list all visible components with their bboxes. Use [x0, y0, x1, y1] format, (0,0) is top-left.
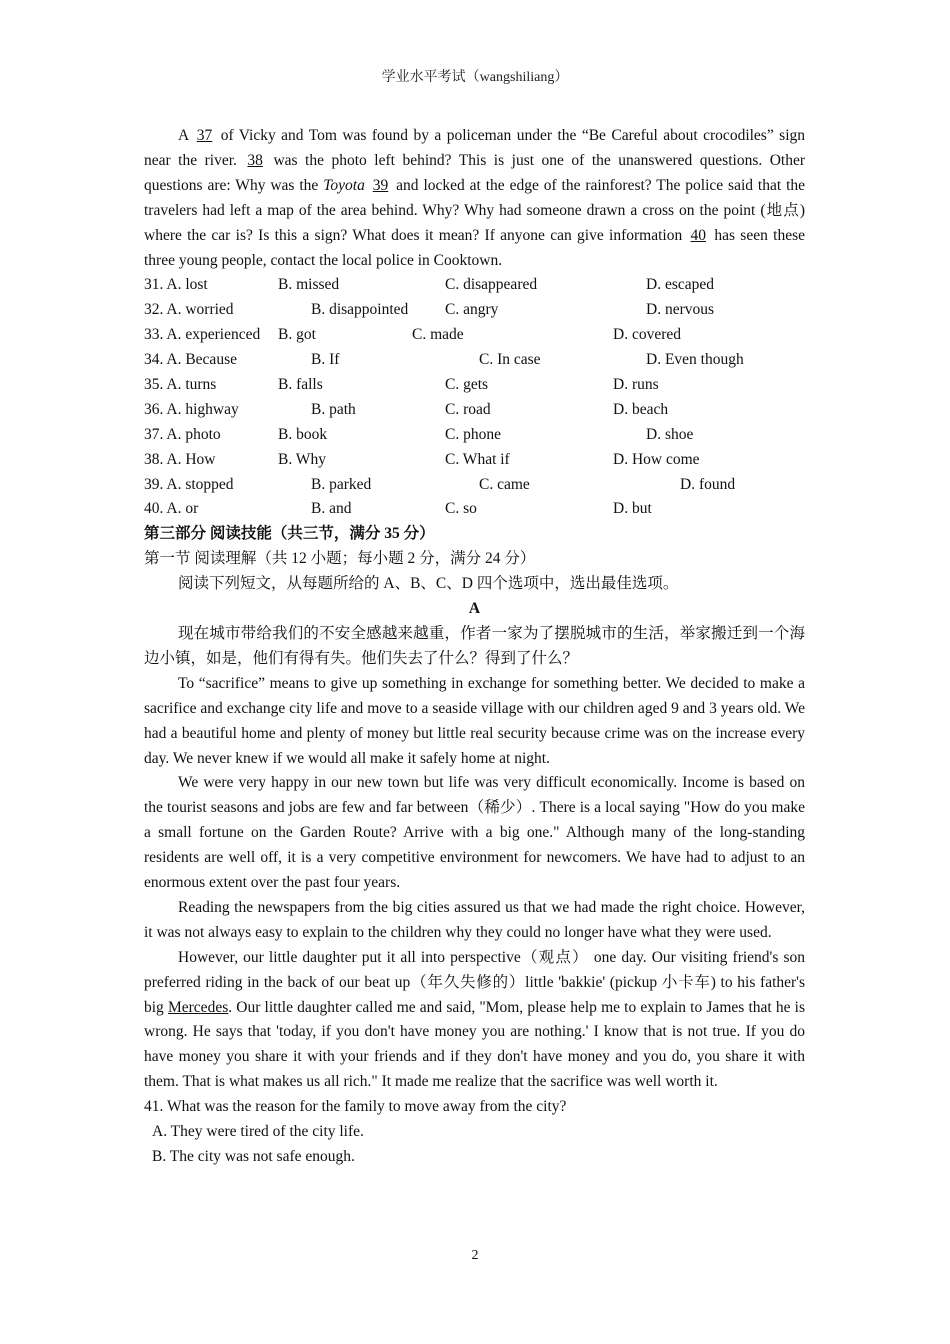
- option-a: 38. A. How: [144, 450, 216, 468]
- option-d: D. How come: [613, 450, 700, 468]
- option-b: B. If: [311, 351, 340, 369]
- option-b: B. Why: [278, 450, 326, 468]
- option-d: D. runs: [613, 376, 659, 393]
- text-segment: has seen these three young people, contact the local police in Cooktown.: [144, 226, 806, 269]
- option-c: C. What if: [445, 450, 510, 468]
- option-b: B. and: [311, 500, 352, 518]
- blank-37: 37: [196, 127, 213, 144]
- option-row-35: [144, 373, 805, 398]
- toyota-text: Toyota: [323, 176, 365, 194]
- option-c: C. disappeared: [445, 276, 538, 294]
- option-c: C. came: [479, 475, 530, 493]
- option-c: C. angry: [445, 301, 499, 319]
- options-list: [144, 273, 805, 522]
- option-row-37: [144, 423, 805, 448]
- option-row-39: [144, 473, 805, 498]
- instruction-text: 阅读下列短文，从每题所给的 A、B、C、D 四个选项中，选出最佳选项。: [178, 575, 679, 593]
- option-a: 33. A. experienced: [144, 326, 261, 344]
- paragraph-2: We were very happy in our new town but life was very difficult economically. Income is based on the tourist seasons and jobs are few and far between（稀少）. There is a local saying "How do you make a small fortune on the Garden Route? Arrive with a big one." Although many of the long-standing residents are well off, it is a very competitive environment for newcomers. We have had to adjust to an enormous extent over the past four years.: [144, 774, 805, 892]
- option-row-36: [144, 398, 805, 423]
- option-c: C. made: [412, 326, 464, 344]
- option-a: 35. A. turns: [144, 376, 217, 393]
- option-a: 37. A. photo: [144, 425, 221, 443]
- blank-38: 38: [247, 151, 263, 169]
- option-a: 32. A. worried: [144, 301, 234, 319]
- text-segment: A: [178, 127, 189, 144]
- option-b: B. missed: [278, 276, 340, 294]
- option-b: B. path: [311, 400, 356, 418]
- option-a: 31. A. lost: [144, 276, 208, 294]
- option-c: C. In case: [479, 351, 541, 369]
- option-c: C. gets: [445, 376, 489, 393]
- option-c: C. road: [445, 400, 491, 418]
- option-b: B. book: [278, 425, 328, 443]
- text-segment: of Vicky and Tom was found by a policeman under the “Be Careful about crocodiles” sign near the river.: [144, 127, 805, 169]
- cloze-passage-end: [144, 124, 805, 273]
- option-row-33: [144, 323, 805, 348]
- option-d: D. escaped: [646, 276, 714, 294]
- paragraph-3: Reading the newspapers from the big cities assured us that we had made the right choice. However, it was not always easy to explain to the children why they could no longer have what they were used.: [144, 898, 805, 941]
- paragraph-1: To “sacrifice” means to give up something in exchange for something better. We decided to make a sacrifice and exchange city life and move to a seaside village with our children aged 9 and 3 years old. We had a beautiful home and plenty of money but little real security because crime was on the increase every day. We never knew if we would all make it safely home at night.: [144, 674, 805, 767]
- passage-label: A: [468, 600, 481, 618]
- text-segment: However, our little daughter put it all into perspective（观点） one day. Our visiting friend's son preferred riding in the back of our beat up（年久失修的）little 'bakkie' (pickup 小卡车) to his father's big: [144, 948, 805, 1016]
- option-a: 39. A. stopped: [144, 475, 234, 493]
- page-header: 学业水平考试（wangshiliang）: [381, 70, 569, 85]
- option-c: C. phone: [445, 425, 501, 443]
- question-41-option-b: B. The city was not safe enough.: [152, 1148, 355, 1165]
- option-a: 40. A. or: [144, 500, 199, 518]
- section1-title: 第一节 阅读理解（共 12 小题；每小题 2 分，满分 24 分）: [144, 550, 536, 568]
- page-number: 2: [471, 1248, 479, 1263]
- page-content: [144, 124, 805, 1170]
- option-d: D. nervous: [646, 301, 715, 319]
- option-d: D. found: [680, 475, 736, 493]
- option-row-38: [144, 448, 805, 473]
- option-row-32: [144, 298, 805, 323]
- paragraph-4: [144, 946, 805, 1095]
- text-segment: and locked at the edge of the rainforest? The police said that the travelers had left a map of the area behind. Why? Why had someone drawn a cross on the point (地点) where the car is? Is this a sign? What does it mean? If anyone can give information: [144, 176, 806, 244]
- option-row-34: [144, 348, 805, 373]
- part3-title: 第三部分 阅读技能（共三节，满分 35 分）: [144, 525, 435, 543]
- text-segment: was the photo left behind? This is just one of the unanswered questions. Other questions are: Why was the: [144, 151, 806, 194]
- question-41-option-a: A. They were tired of the city life.: [152, 1123, 364, 1141]
- option-b: B. parked: [311, 475, 372, 493]
- option-d: D. Even though: [646, 351, 744, 369]
- option-b: B. falls: [278, 376, 323, 393]
- option-row-31: [144, 273, 805, 298]
- option-d: D. shoe: [646, 425, 694, 443]
- question-41: 41. What was the reason for the family to move away from the city?: [144, 1098, 567, 1116]
- option-a: 34. A. Because: [144, 351, 237, 369]
- option-b: B. disappointed: [311, 301, 409, 319]
- intro-chinese: 现在城市带给我们的不安全感越来越重，作者一家为了摆脱城市的生活，举家搬迁到一个海边小镇，如是，他们有得有失。他们失去了什么？得到了什么？: [144, 624, 805, 667]
- text-segment: . Our little daughter called me and said, "Mom, please help me to explain to James that he is wrong. He says that 'today, if you don't have money you are nothing.' I know that is not true. If you do have money you share it with your friends and if they don't have money and you do, you share it with them. That is what makes us all rich." It made me realize that the sacrifice was well worth it.: [144, 998, 805, 1091]
- option-a: 36. A. highway: [144, 400, 239, 418]
- mercedes-text: Mercedes: [167, 998, 229, 1016]
- option-d: D. but: [613, 500, 652, 518]
- blank-39: 39: [372, 176, 389, 194]
- option-d: D. covered: [613, 326, 681, 344]
- option-d: D. beach: [613, 400, 669, 418]
- option-c: C. so: [445, 500, 477, 518]
- option-row-40: [144, 497, 805, 522]
- blank-40: 40: [690, 226, 707, 244]
- option-b: B. got: [278, 326, 316, 344]
